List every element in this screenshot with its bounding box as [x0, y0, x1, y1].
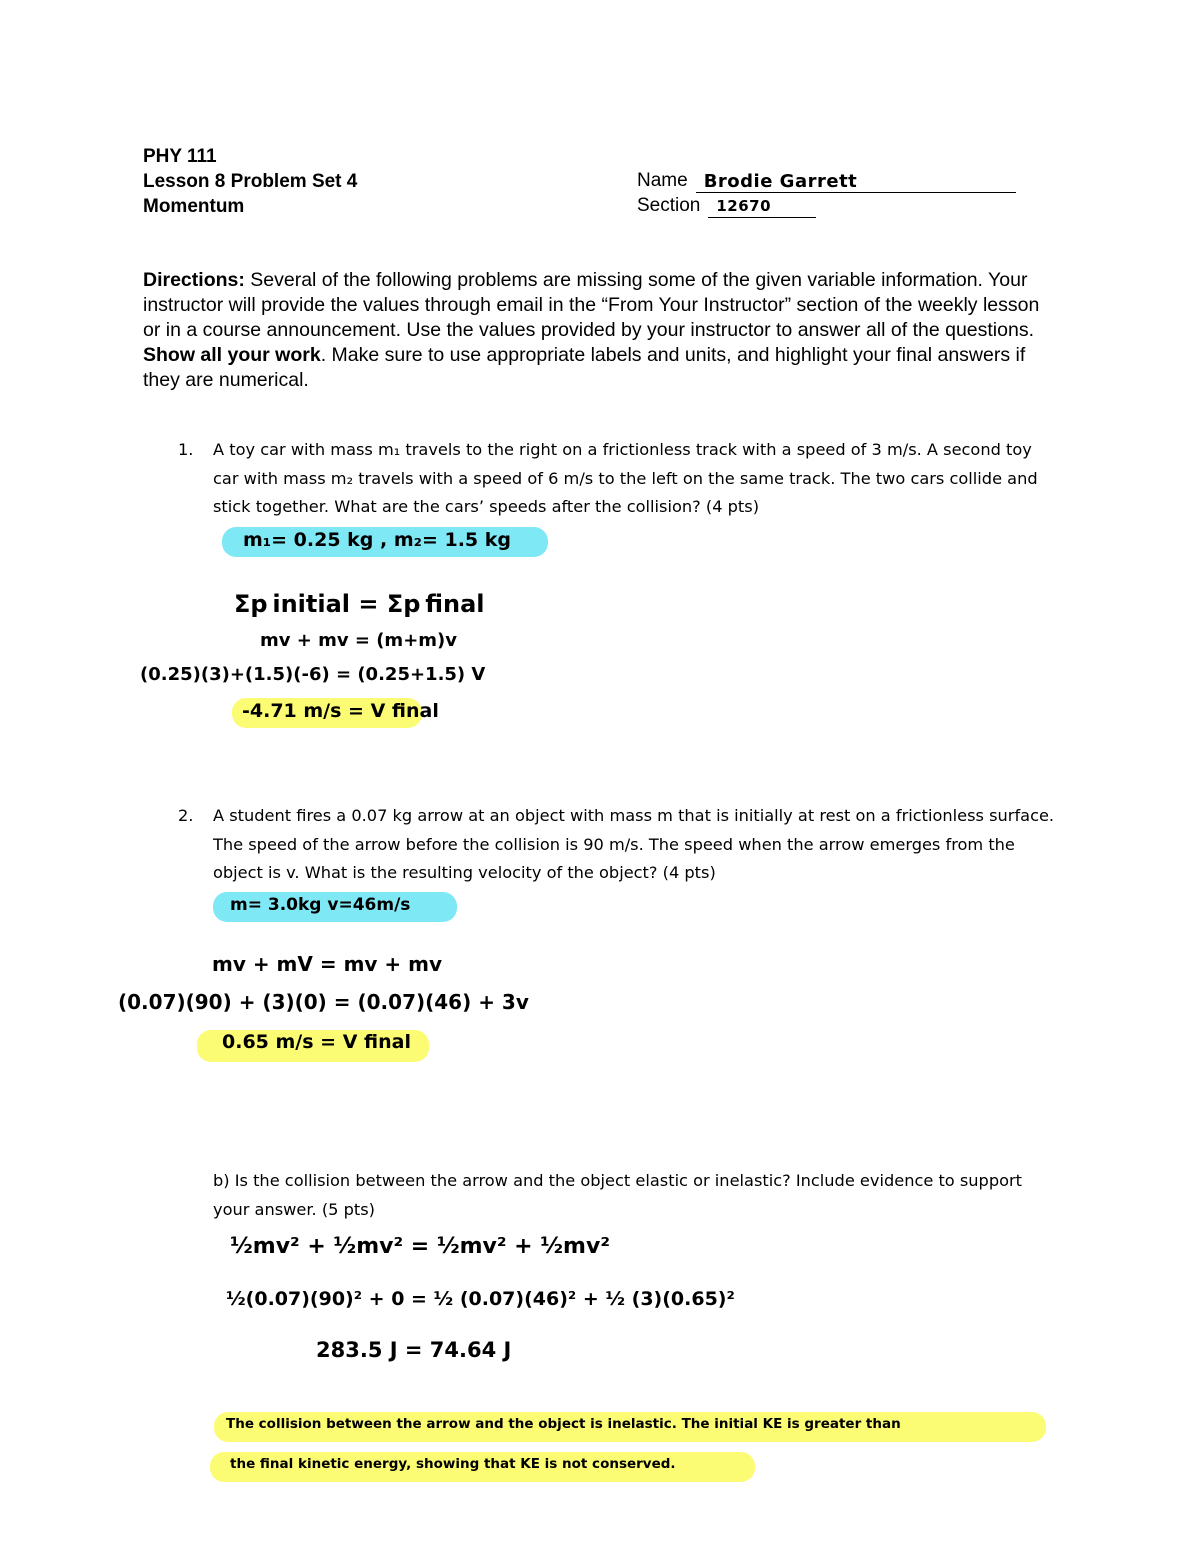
- name-label: Name: [637, 170, 688, 191]
- directions-label: Directions:: [143, 269, 245, 291]
- problem-text: A toy car with mass m₁ travels to the right on a frictionless track with a speed of 3 m/s. A second toy car with mass m₂ travels with a speed of 6 m/s to the left on the same track. The two cars collide and stick together. What are the cars’ speeds after the collision? (4 pts): [213, 440, 1038, 516]
- problem-2: [178, 802, 1058, 888]
- problem-1: [178, 436, 1058, 522]
- work-line-1-1: Σp initial = Σp final: [234, 590, 485, 618]
- problem-number: 2.: [178, 806, 194, 825]
- name-row: [637, 168, 1016, 193]
- work-line-b-3: 283.5 J = 74.64 J: [316, 1338, 512, 1362]
- problem-number: 1.: [178, 440, 194, 459]
- conclusion-line-1: The collision between the arrow and the object is inelastic. The initial KE is greater than: [226, 1416, 901, 1432]
- document-header: [143, 144, 357, 219]
- name-field[interactable]: [696, 170, 1016, 193]
- lesson-title: Lesson 8 Problem Set 4: [143, 171, 358, 192]
- directions: [143, 268, 1043, 393]
- problem-text: A student fires a 0.07 kg arrow at an object with mass m that is initially at rest on a frictionless surface. The speed of the arrow before the collision is 90 m/s. The speed when the arrow emerges from the object is v. What is the resulting velocity of the object? (4 pts): [213, 806, 1055, 882]
- work-line-1-2: mv + mv = (m+m)v: [260, 630, 457, 651]
- directions-bold: Show all your work: [143, 344, 321, 366]
- topic-title: Momentum: [143, 196, 245, 217]
- answer-2: 0.65 m/s = V final: [222, 1031, 411, 1053]
- given-values-2: m= 3.0kg v=46m/s: [230, 895, 411, 915]
- work-line-2-2: (0.07)(90) + (3)(0) = (0.07)(46) + 3v: [118, 990, 529, 1014]
- work-line-b-1: ½mv² + ½mv² = ½mv² + ½mv²: [230, 1234, 610, 1259]
- directions-text-2: . Make sure to use appropriate labels and units, and highlight your final answers if they are numerical.: [143, 344, 1026, 391]
- section-row: [637, 193, 1016, 218]
- problem-2b: [213, 1167, 1058, 1224]
- work-line-b-2: ½(0.07)(90)² + 0 = ½ (0.07)(46)² + ½ (3)(0.65)²: [226, 1288, 735, 1310]
- name-value: Brodie Garrett: [703, 171, 858, 192]
- course-code: PHY 111: [143, 146, 217, 167]
- given-values-1: m₁= 0.25 kg , m₂= 1.5 kg: [243, 529, 511, 551]
- conclusion-line-2: the final kinetic energy, showing that KE is not conserved.: [230, 1456, 676, 1472]
- work-line-1-3: (0.25)(3)+(1.5)(-6) = (0.25+1.5) V: [140, 664, 486, 685]
- section-value: 12670: [716, 197, 772, 215]
- student-info: [637, 168, 1016, 218]
- directions-text-1: Several of the following problems are missing some of the given variable information. Your instructor will provide the values through email in the “From Your Instructor” section of the weekly lesson or in a course announcement. Use the values provided by your instructor to answer all of the questions.: [143, 269, 1040, 341]
- work-line-2-1: mv + mV = mv + mv: [212, 952, 442, 976]
- answer-1: -4.71 m/s = V final: [242, 700, 439, 722]
- problem-text: b) Is the collision between the arrow and the object elastic or inelastic? Include evidence to support your answer. (5 pts): [213, 1171, 1023, 1219]
- section-field[interactable]: [708, 195, 816, 218]
- section-label: Section: [637, 195, 701, 216]
